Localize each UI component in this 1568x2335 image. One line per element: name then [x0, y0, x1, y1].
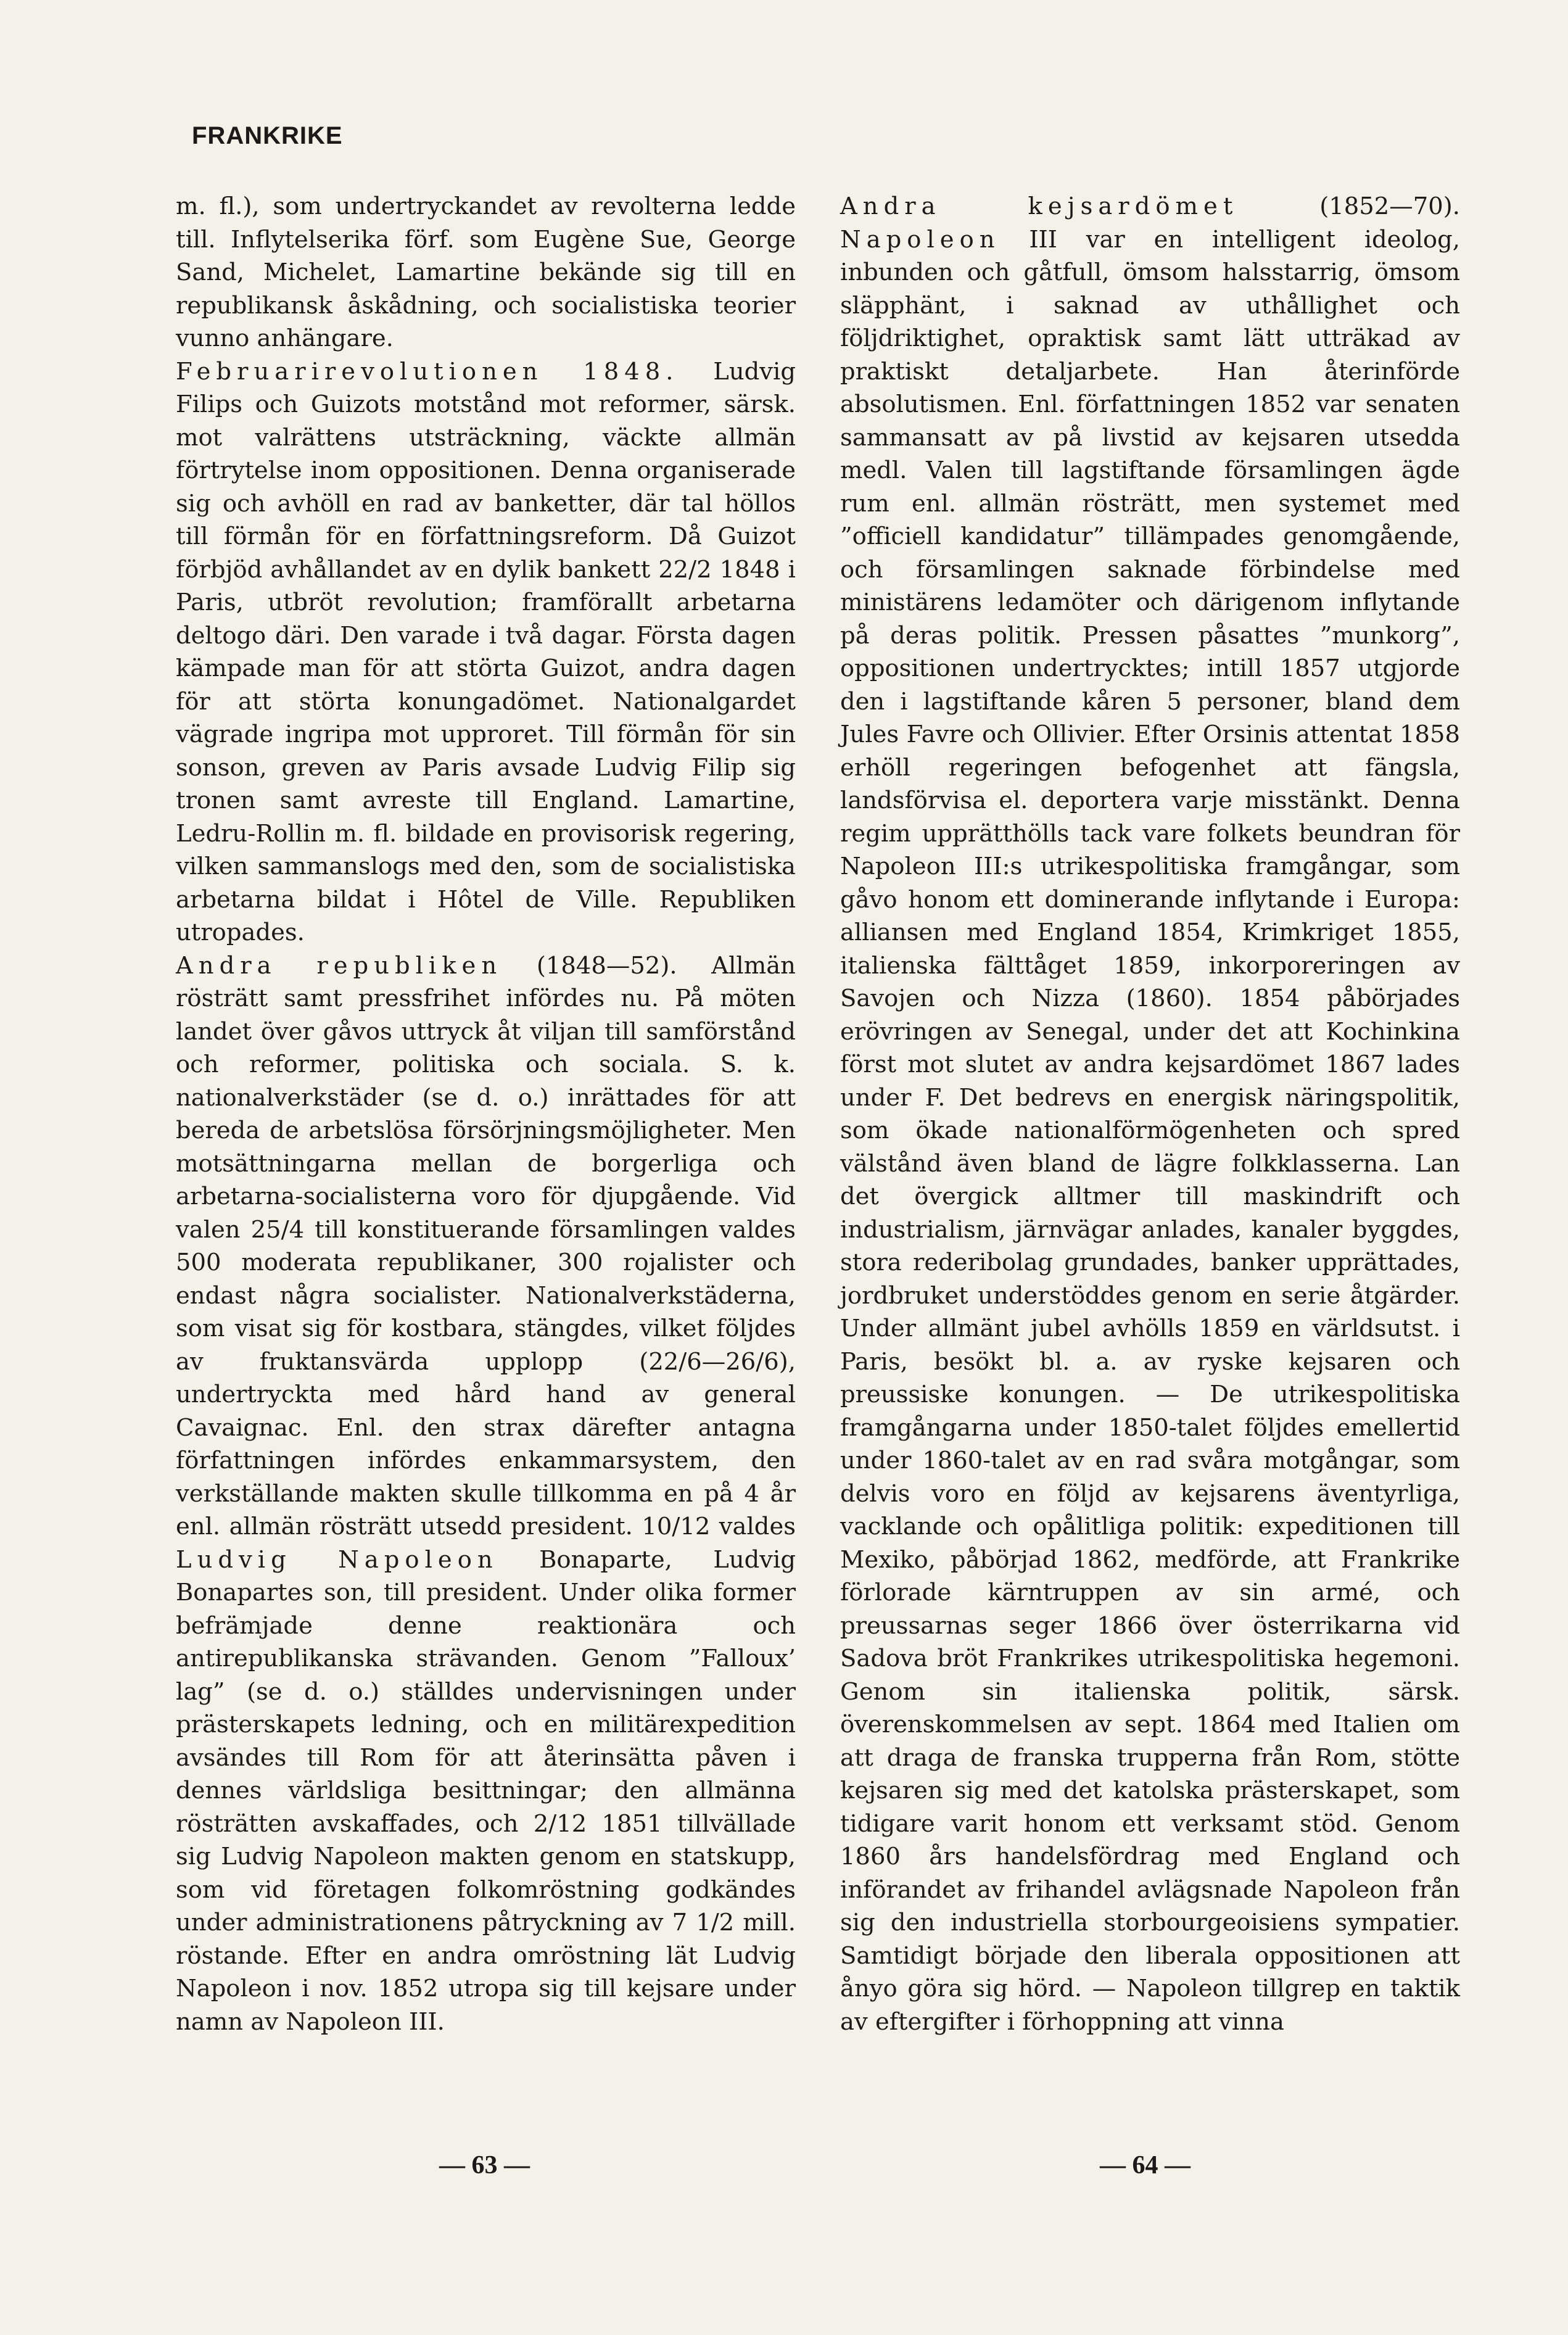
- section-heading-andra-kejsardomet: Andra kejsardömet: [840, 192, 1239, 220]
- paragraph-text: Bonaparte, Ludvig Bonapartes son, till president. Under olika former befrämjade denne reaktionära och antirepublikanska strävanden. Genom ”Falloux’ lag” (se d. o.) ställdes undervisningen under prästerskapets ledning, och en militärexpedition avsändes till Rom för att återinsätta påven i dennes världsliga besittningar; den allmänna rösträtten avskaffades, och: [176, 1545, 796, 1838]
- spaced-name: Napoleon: [840, 225, 1001, 254]
- paragraph-text: (1852—70).: [1238, 192, 1460, 220]
- vote-fraction: 7 1/2: [672, 1909, 735, 1936]
- running-title: FRANKRIKE: [192, 122, 343, 149]
- paragraph-intro: m. fl.), som undertryckandet av revolterna ledde till. Inflytelserika förf. som Eugène Sue, George Sand, Michelet, Lamartine bekände sig till en republikansk åskådning, och socialistiska teorier vunno anhängare.: [176, 192, 796, 352]
- paragraph-text: 1851 tillvällade sig Ludvig Napoleon makten genom en statskupp, som vid företagen folkomröstning godkändes under administrationens påtryckning av: [176, 1809, 796, 1936]
- paragraph-text: till konstituerande församlingen valdes 500 moderata republikaner, 300 rojalister och endast några socialister. Nationalverkstäderna, som visat sig för kostbara, stängdes, vilket följdes av fruktansvärda upplopp (: [176, 1215, 796, 1376]
- date-fraction: 25/4: [250, 1215, 305, 1244]
- paragraph-text: III var en intelligent ideolog, inbunden och gåtfull, ömsom halsstarrig, ömsom släpphänt, i saknad av uthållighet och följdriktighet, opraktisk samt lätt utträkad av praktiskt detaljarbete. Han återinförde absolutismen. Enl. författningen 1852 var senaten sammansatt av på livstid av kejsaren utsedda medl. Valen till lagstiftande församlingen ägde rum enl. allmän rösträtt, men systemet med ”officiell kandidatur” tillämpades genomgående, och församlingen saknade förbindelse med ministärens ledamöter och därigenom inflytande på deras politik. Pressen påsattes ”munkorg”, oppositionen undertrycktes; intill 1857 utgjorde den i lagstiftande kåren 5 personer, bland dem Jules Favre och Ollivier. Efter Orsinis attentat 1858 erhöll regeringen befogenhet att fängsla, landsförvisa el. deportera varje misstänkt. Denna regim upprätthölls tack vare folkets beundran för Napoleon III:s utrikespolitiska framgångar, som gåvo honom ett dominerande inflytande i Europa: alliansen med England 1854, Krimkriget 1855, italienska fälttåget 1859, inkorporeringen av Savojen och Nizza (1860). 1854 påbörjades erövringen av Senegal, under det att Kochinkina först mot slutet av andra kejsardömet 1867 lades under F. Det bedrevs en energisk näringspolitik, som ökade nationalförmögenheten och spred välstånd även bland de lägre folkklasserna. Lan det övergick alltmer till maskindrift och industrialism, järnvägar anlades, kanaler byggdes, stora rederibolag grundades, banker upprättades, jordbruket understöddes genom en serie åtgärder. Under allmänt jubel avhölls 1859 en världsutst. i Paris, besökt bl. a. av ryske kejsaren och preussiske konungen. — De utrikespolitiska framgångarna under 1850-talet följdes emellertid under 1860-talet av en rad svåra motgångar, som delvis voro en följd av kejsarens äventyrliga, vacklande och opålitliga politik: expeditionen till Mexiko, påbörjad 1862, medförde, att Frankrike förlorade kärntruppen av sin armé, och preussarnas seger 1866 över österrikarna vid Sadova bröt Frankrikes utrikespolitiska hegemoni. Genom sin italienska politik, särsk. överenskommelsen av sept. 1864 med Italien om att draga de franska trupperna från Rom, stötte kejsaren sig med det katolska prästerskapet, som tidigare varit honom ett verksamt stöd. Genom 1860 års handelsfördrag med England och införandet av frihandel avlägsnade Napoleon från sig den industriella storbourgeoisiens sympatier. Samtidigt började den liberala oppositionen att ånyo göra sig hörd. — Napoleon tillgrep en taktik av eftergifter i förhoppning att vinna: [840, 225, 1460, 2036]
- paragraph-andra-republiken: [176, 949, 796, 2039]
- right-column: [840, 190, 1460, 2038]
- paragraph-text: 1848 i Paris, utbröt revolution; framförallt arbetarna deltogo däri. Den varade i två dagar. Första dagen kämpade man för att störta Guizot, andra dagen för att störta konungadömet. Nationalgardet vägrade ingripa mot upproret. Till förmån för sin sonson, greven av Paris avsade Ludvig Filip sig tronen samt avreste till England. Lamartine, Ledru-Rollin m. fl. bildade en provisorisk regering, vilken sammanslogs med den, som de socialistiska arbetarna bildat i Hôtel de Ville. Republiken utropades.: [176, 555, 796, 946]
- date-fraction: 2/12: [533, 1809, 587, 1838]
- spaced-name: Ludvig Napoleon: [176, 1545, 498, 1574]
- left-column: [176, 190, 796, 2038]
- paragraph-text: mill. röstande. Efter en andra omröstning lät Ludvig Napoleon i nov. 1852 utropa sig till kejsare under namn av Napoleon III.: [176, 1909, 796, 2036]
- paragraph-text: valdes: [710, 1513, 796, 1540]
- paragraph-andra-kejsardomet: [840, 190, 1460, 2038]
- page-number-right: — 64 —: [1100, 2151, 1190, 2180]
- paragraph-februarirevolutionen: [176, 355, 796, 949]
- paragraph-text: ), undertryckta med hård hand av general Cavaignac. Enl. den strax därefter antagna författningen infördes enkammarsystem, den verkställande makten skulle tillkomma en på 4 år enl. allmän rösträtt utsedd president.: [176, 1347, 796, 1540]
- date-fraction: 22/2: [658, 555, 712, 584]
- section-heading-februarirevolutionen: Februarirevolutionen 1848.: [176, 357, 679, 386]
- date-fraction: 22/6—26/6: [648, 1347, 779, 1376]
- paragraph-text: (1848—52). Allmän rösträtt samt pressfrihet infördes nu. På möten landet över gåvos uttryck åt viljan till samförstånd och reformer, politiska och sociala. S. k. nationalverkstäder (se d. o.) inrättades för att bereda de arbetslösa försörjningsmöjligheter. Men motsättningarna mellan de borgerliga och arbetarna-socialisterna voro för djupgående. Vid valen: [176, 951, 796, 1244]
- page-number-left: — 63 —: [439, 2151, 530, 2180]
- paragraph-text: Ludvig Filips och Guizots motstånd mot reformer, särsk. mot valrättens utsträckning, väckte allmän förtrytelse inom oppositionen. Denna organiserade sig och avhöll en rad av banketter, där tal höllos till förmån för en författningsreform. Då Guizot förbjöd avhållandet av en dylik bankett: [176, 357, 796, 584]
- date-fraction: 10/12: [642, 1513, 711, 1540]
- section-heading-andra-republiken: Andra republiken: [176, 951, 503, 980]
